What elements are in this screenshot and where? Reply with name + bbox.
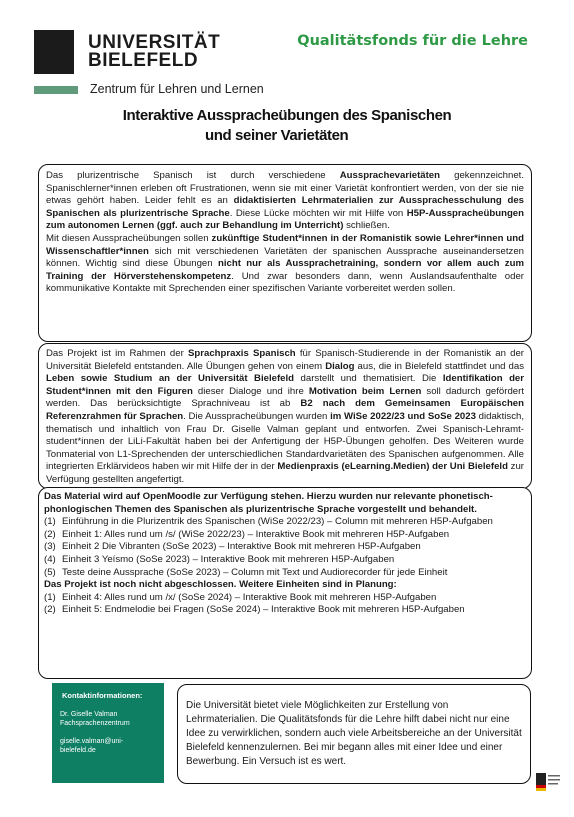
list-item: (3) Einheit 2 Die Vibranten (SoSe 2023) – Interaktive Book mit mehreren H5P-Aufgaben (44, 541, 421, 553)
material-list-box (38, 487, 532, 679)
material-intro: Das Material wird auf OpenMoodle zur Verfügung stehen. Hierzu wurden nur relevante phonetisch-phonlogischen Themen des Spanischen als plurizentrische Sprache vorgestellt und behandelt. (44, 491, 493, 515)
page-title-line1: Interaktive Ausspracheübungen des Spanischen (122, 107, 452, 124)
university-name (88, 34, 220, 70)
intro-paragraph-1: Das plurizentrische Spanisch ist durch verschiedene Aussprachevarietäten gekennzeichnet. Spanischlerner*innen erleben oft Frustrationen, wenn sie mit einer Varietät konfrontiert werden, von der sie nie etwas gehört haben. Leider fehlt es an didaktisierten Lehrmaterialien zur Aussprachesschulung des Spanischen als plurizentrische Sprache. Diese Lücke möchten wir mit Hilfe von H5P-Ausspracheübungen zum autonomen Lernen (ggf. auch zur Behandlung im Unterricht) schließen. (46, 170, 524, 232)
list-item: (4) Einheit 3 Yeísmo (SoSe 2023) – Interaktive Book mit mehreren H5P-Aufgaben (44, 553, 395, 565)
list-item: (5) Teste deine Aussprache (SoSe 2023) – Column mit Text und Audiorecorder für jede Einheit (44, 566, 448, 578)
planning-intro: Das Projekt ist noch nicht abgeschlossen. Weitere Einheiten sind in Planung: (44, 579, 397, 591)
contact-panel (52, 683, 164, 783)
testimonial-box (177, 684, 531, 784)
intro-text-box (38, 164, 532, 342)
university-name-line1: UNIVERSITÄT (88, 32, 221, 53)
center-color-bar (34, 86, 78, 94)
list-item: (1) Einheit 4: Alles rund um /x/ (SoSe 2024) – Interaktive Book mit mehreren H5P-Aufgaben (44, 591, 437, 603)
testimonial-text: Die Universität bietet viele Möglichkeiten zur Erstellung von Lehrmaterialien. Die Qualitätsfonds für die Lehre hilft dabei nicht nur eine Idee zu verwirklichen, sondern auch viele Arbeitsbereiche an der Universität Bielefeld kennenzulernen. Bei mir begann alles mit einer Idee und einer Bewerbung. Ein Versuch ist es wert. (186, 700, 522, 767)
page-title (0, 106, 574, 146)
center-name: Zentrum für Lehren und Lernen (90, 82, 264, 96)
project-text-box (38, 343, 532, 489)
list-item: (1) Einführung in die Plurizentrik des Spanischen (WiSe 2022/23) – Column mit mehreren H5P-Aufgaben (44, 516, 493, 528)
university-logo-mark (34, 30, 74, 74)
contact-title: Kontaktinformationen: (62, 691, 143, 700)
contact-email-line2[interactable]: bielefeld.de (60, 747, 96, 754)
contact-unit: Fachsprachenzentrum (60, 720, 130, 727)
fund-title: Qualitätsfonds für die Lehre (297, 33, 528, 49)
project-paragraph: Das Projekt ist im Rahmen der Sprachpraxis Spanisch für Spanisch-Studierende in der Romanistik an der Universität Bielefeld entstanden. Alle Übungen gehen von einem Dialog aus, die in Bielefeld stattfindet und das Leben sowie Studium an der Universität Bielefeld darstellt und thematisiert. Die Identifikation der Student*innen mit den Figuren dieser Dialoge und ihre Motivation beim Lernen soll dadurch gefördert werden. Das berücksichtigte Sprachniveau ist ab B2 nach dem Gemeinsamen Europäischen Referenzrahmen für Sprachen. Die Ausspracheübungen wurden im WiSe 2022/23 und SoSe 2023 didaktisch, thematisch und inhaltlich von Frau Dr. Giselle Valman geplant und entworfen. Zwei Spanisch-Lehramt-student*innen der LiLi-Fakultät haben bei der Anfertigung der H5P-Übungen geholfen. Des Weiteren wurde Tonmaterial von L1-Sprechenden der unterschiedlichen Standardvarietäten des Spanischen aufgenommen. Alle integrierten Erklärvideos haben wir mit Hilfe der in der Medienpraxis (eLearning.Medien) der Uni Bielefeld zur Verfügung gestellten angefertigt. (46, 348, 525, 485)
university-name-line2: BIELEFELD (88, 50, 199, 71)
contact-email-line1[interactable]: giselle.valman@uni- (60, 738, 124, 745)
list-item: (2) Einheit 5: Endmelodie bei Fragen (SoSe 2024) – Interaktive Book mit mehreren H5P-Aufgaben (44, 604, 465, 616)
material-list (44, 516, 526, 579)
list-item: (2) Einheit 1: Alles rund um /s/ (WiSe 2022/23) – Interaktive Book mit mehreren H5P-Aufgaben (44, 528, 450, 540)
intro-paragraph-2: Mit diesen Ausspracheübungen sollen zukünftige Student*innen in der Romanistik sowie Lehrer*innen und Wissenschaftler*innen sich mit verschiedenen Varietäten der spanischen Aussprache auseinandersetzen können. Wichtig sind diese Übungen nicht nur als Aussprachetraining, sondern vor allem auch zum Training der Hörverstehenskompetenz. Und zwar besonders dann, wenn Auslandsaufenthalte oder kommunikative Kontakte mit Sprechenden einer spezifischen Variante vorbereitet werden sollen. (46, 232, 524, 295)
federal-emblem-icon (532, 765, 562, 795)
page-title-line2: und seiner Varietäten (205, 127, 349, 144)
contact-name: Dr. Giselle Valman (60, 711, 118, 718)
planned-list (44, 592, 526, 617)
